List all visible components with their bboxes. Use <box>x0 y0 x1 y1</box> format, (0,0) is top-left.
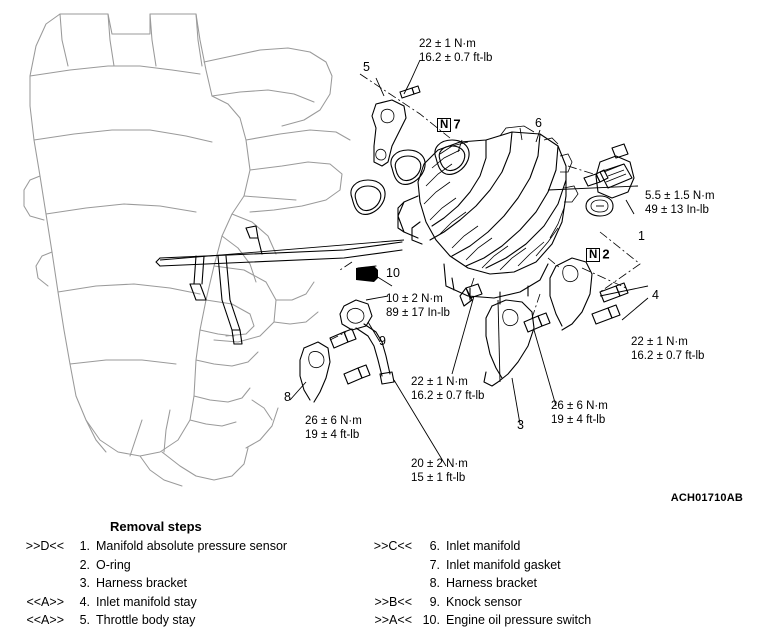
boxed-number-7 <box>437 117 461 132</box>
engine-block-ghost <box>24 14 350 486</box>
torque-callout-1 <box>645 190 715 217</box>
boxed-number-label: 2 <box>602 246 610 262</box>
inlet-manifold-gaskets <box>351 140 469 214</box>
torque-line-2: 19 ± 4 ft-lb <box>305 428 360 441</box>
step-index: 1. <box>79 539 90 553</box>
step-label: O-ring <box>96 557 131 572</box>
inlet-manifold <box>398 126 578 304</box>
step-label: Manifold absolute pressure sensor <box>96 539 288 553</box>
item-number-5: 5 <box>363 60 370 74</box>
removal-steps-title: Removal steps <box>110 519 202 534</box>
item-number-8: 8 <box>284 390 291 404</box>
list-item <box>18 558 388 577</box>
removal-steps-section <box>0 515 759 637</box>
torque-callout-3-left <box>411 376 484 403</box>
step-index: 7. <box>429 557 440 572</box>
step-mark: >>C<< <box>373 539 412 553</box>
torque-line-1: 20 ± 2 N·m <box>411 458 468 470</box>
torque-line-2: 19 ± 4 ft-lb <box>551 413 606 426</box>
step-mark: <<A>> <box>26 594 64 609</box>
step-index: 2. <box>79 557 90 572</box>
item-number-3: 3 <box>517 418 524 432</box>
torque-line-2: 16.2 ± 0.7 ft-lb <box>419 51 493 64</box>
torque-callout-3-right <box>551 400 608 427</box>
removal-steps-right-column <box>368 539 758 632</box>
step-mark: <<A>> <box>26 613 64 627</box>
list-item <box>368 558 758 577</box>
step-index: 6. <box>429 539 440 553</box>
step-mark: >>B<< <box>374 594 412 609</box>
torque-line-1: 22 ± 1 N·m <box>419 38 476 50</box>
torque-line-1: 22 ± 1 N·m <box>411 376 468 388</box>
item-number-9: 9 <box>379 334 386 348</box>
item-number-4: 4 <box>652 288 659 302</box>
torque-callout-9 <box>411 458 468 485</box>
torque-callout-4 <box>631 336 704 363</box>
torque-line-1: 26 ± 6 N·m <box>305 415 362 427</box>
list-item <box>368 595 758 614</box>
assembly-axis-lines <box>330 74 640 340</box>
list-item <box>368 576 758 595</box>
list-item <box>18 595 388 614</box>
torque-line-2: 89 ± 17 In-lb <box>386 306 450 319</box>
step-index: 5. <box>79 613 90 627</box>
list-item <box>18 539 388 558</box>
boxed-number-label: 7 <box>453 116 461 132</box>
torque-line-1: 22 ± 1 N·m <box>631 336 688 348</box>
figure-code: ACH01710AB <box>670 492 743 504</box>
step-label: Engine oil pressure switch <box>446 613 592 627</box>
step-mark: >>D<< <box>25 539 64 553</box>
step-index: 9. <box>429 594 440 609</box>
step-index: 3. <box>79 576 90 590</box>
torque-line-2: 49 ± 13 In-lb <box>645 203 709 216</box>
bolts <box>300 144 634 402</box>
step-index: 8. <box>429 576 440 590</box>
step-label: Inlet manifold stay <box>96 594 197 609</box>
torque-line-1: 26 ± 6 N·m <box>551 400 608 412</box>
torque-callout-10 <box>386 293 450 320</box>
step-label: Inlet manifold <box>446 539 521 553</box>
torque-line-2: 16.2 ± 0.7 ft-lb <box>631 349 705 362</box>
n-box: N <box>437 118 451 132</box>
torque-callout-5 <box>419 38 492 65</box>
item-number-6: 6 <box>535 116 542 130</box>
torque-line-2: 16.2 ± 0.7 ft-lb <box>411 389 485 402</box>
torque-callout-8 <box>305 415 362 442</box>
item-number-1: 1 <box>638 229 645 243</box>
list-item <box>368 613 758 632</box>
removal-steps-left-column <box>18 539 388 632</box>
list-item <box>18 576 388 595</box>
boxed-number-2 <box>586 247 610 262</box>
step-label: Inlet manifold gasket <box>446 557 561 572</box>
step-label: Throttle body stay <box>96 613 196 627</box>
n-box: N <box>586 248 600 262</box>
step-label: Harness bracket <box>96 576 188 590</box>
torque-line-1: 10 ± 2 N·m <box>386 293 443 305</box>
torque-line-1: 5.5 ± 1.5 N·m <box>645 190 715 202</box>
step-index: 4. <box>79 594 90 609</box>
step-index: 10. <box>422 613 440 627</box>
torque-line-2: 15 ± 1 ft-lb <box>411 471 466 484</box>
list-item <box>18 613 388 632</box>
list-item <box>368 539 758 558</box>
item-number-10: 10 <box>386 266 400 280</box>
harness-bracket-3 <box>484 300 534 386</box>
step-mark: >>A<< <box>374 613 412 627</box>
step-label: Knock sensor <box>446 594 522 609</box>
step-label: Harness bracket <box>446 576 538 590</box>
